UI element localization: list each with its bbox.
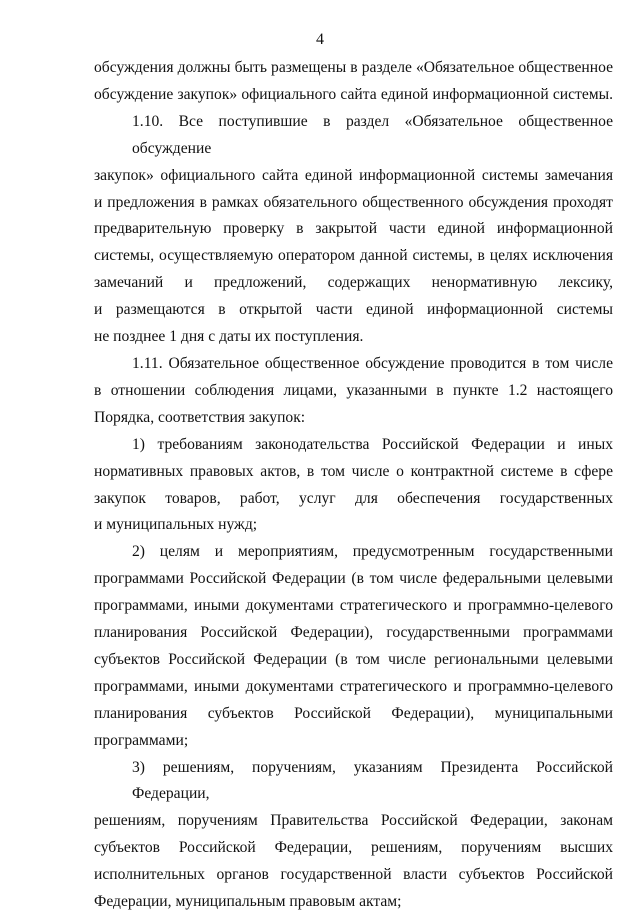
text-line: исполнительных органов государственной власти субъектов Российской: [94, 866, 613, 884]
text-line: и предложения в рамках обязательного общественного обсуждения проходят: [94, 193, 613, 211]
text-line: закупок» официального сайта единой информационной системы замечания: [94, 166, 613, 184]
text-line: планирования субъектов Российской Федерации), муниципальными: [94, 704, 613, 722]
text-line: 2) целям и мероприятиям, предусмотренным государственными: [132, 543, 613, 561]
list-item-1: [94, 432, 613, 540]
text-line: замечаний и предложений, содержащих ненормативную лексику,: [94, 274, 613, 292]
document-body: [94, 55, 613, 916]
text-line: в отношении соблюдения лицами, указанными в пункте 1.2 настоящего: [94, 381, 613, 399]
text-line: и муниципальных нужд;: [94, 516, 258, 534]
text-line: нормативных правовых актов, в том числе о контрактной системе в сфере: [94, 462, 613, 480]
list-item-3: [94, 755, 613, 916]
text-line: субъектов Российской Федерации, решениям, поручениям высших: [94, 839, 613, 857]
paragraph-1-10: [94, 109, 613, 351]
list-item-2: [94, 539, 613, 754]
text-line: не позднее 1 дня с даты их поступления.: [94, 328, 364, 346]
text-line: субъектов Российской Федерации (в том числе региональными целевыми: [94, 650, 613, 668]
page-number: 4: [316, 31, 324, 48]
paragraph-continuation: [94, 55, 613, 109]
text-line: системы, осуществляемую оператором данной системы, в целях исключения: [94, 247, 613, 265]
text-line: планирования Российской Федерации), государственными программами: [94, 624, 613, 642]
text-line: Порядка, соответствия закупок:: [94, 408, 306, 426]
text-line: 1.11. Обязательное общественное обсуждение проводится в том числе: [132, 354, 613, 372]
text-line: 3) решениям, поручениям, указаниям Президента Российской Федерации,: [132, 758, 613, 803]
text-line: программами, иными документами стратегического и программно-целевого: [94, 677, 613, 695]
text-line: 1.10. Все поступившие в раздел «Обязательное общественное обсуждение: [132, 112, 613, 157]
text-line: программами;: [94, 731, 189, 749]
text-line: программами, иными документами стратегического и программно-целевого: [94, 597, 613, 615]
text-line: программами Российской Федерации (в том числе федеральными целевыми: [94, 570, 613, 588]
text-line: закупок товаров, работ, услуг для обеспечения государственных: [94, 489, 613, 507]
text-line: и размещаются в открытой части единой информационной системы: [94, 301, 613, 319]
text-line: 1) требованиям законодательства Российской Федерации и иных: [132, 435, 613, 453]
text-line: Федерации, муниципальным правовым актам;: [94, 893, 402, 911]
text-line: предварительную проверку в закрытой части единой информационной: [94, 220, 613, 238]
text-line: обсуждение закупок» официального сайта единой информационной системы.: [94, 85, 613, 103]
paragraph-1-11: [94, 351, 613, 432]
text-line: обсуждения должны быть размещены в разделе «Обязательное общественное: [94, 59, 613, 76]
text-line: решениям, поручениям Правительства Российской Федерации, законам: [94, 812, 613, 830]
